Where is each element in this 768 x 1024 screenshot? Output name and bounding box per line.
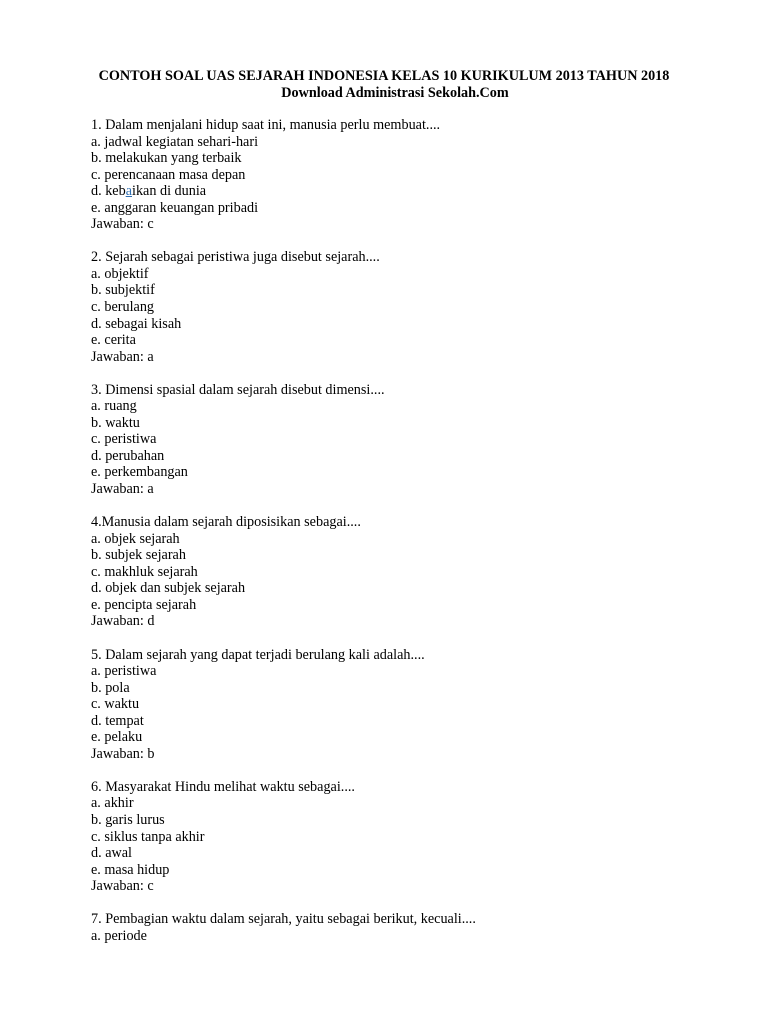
question-prompt: 1. Dalam menjalani hidup saat ini, manusia perlu membuat....	[91, 117, 441, 133]
option-b: b. subjektif	[91, 282, 155, 299]
option-d: d. awal	[91, 845, 132, 862]
option-a: a. jadwal kegiatan sehari-hari	[91, 133, 259, 150]
question-5	[91, 647, 731, 763]
answer-line: Jawaban: c	[91, 878, 154, 895]
option-e: e. pelaku	[91, 729, 143, 746]
question-4	[91, 514, 731, 630]
option-c: c. berulang	[91, 299, 155, 316]
option-c: c. makhluk sejarah	[91, 563, 198, 580]
option-a: a. akhir	[91, 795, 134, 812]
question-prompt: 6. Masyarakat Hindu melihat waktu sebagai....	[91, 778, 355, 795]
option-d: d. objek dan subjek sejarah	[91, 580, 246, 597]
option-a: a. objek sejarah	[91, 530, 180, 547]
option-b: b. waktu	[91, 414, 140, 431]
answer-line: Jawaban: d	[91, 613, 155, 630]
question-1	[91, 117, 731, 233]
option-c: c. perencanaan masa depan	[91, 166, 246, 183]
option-d: d. sebagai kisah	[91, 315, 182, 332]
question-6	[91, 779, 731, 895]
question-prompt: 2. Sejarah sebagai peristiwa juga disebut sejarah....	[91, 249, 380, 266]
option-a: a. peristiwa	[91, 663, 157, 680]
option-b: b. melakukan yang terbaik	[91, 150, 242, 167]
document-title: CONTOH SOAL UAS SEJARAH INDONESIA KELAS 10 KURIKULUM 2013 TAHUN 2018	[98, 68, 670, 84]
document-header	[0, 68, 768, 102]
question-prompt: 3. Dimensi spasial dalam sejarah disebut dimensi....	[91, 381, 385, 398]
option-a: a. ruang	[91, 398, 137, 415]
option-d	[91, 183, 731, 200]
question-prompt: 7. Pembagian waktu dalam sejarah, yaitu sebagai berikut, kecuali....	[91, 911, 476, 928]
option-a: a. periode	[91, 927, 147, 944]
option-d: d. tempat	[91, 712, 144, 729]
answer-line: Jawaban: a	[91, 348, 154, 365]
option-a: a. objektif	[91, 265, 149, 282]
document-subtitle: Download Administrasi Sekolah.Com	[281, 85, 509, 101]
option-c: c. waktu	[91, 696, 140, 713]
option-b: b. garis lurus	[91, 811, 165, 828]
question-7	[91, 911, 731, 944]
option-e: e. cerita	[91, 332, 136, 349]
option-b: b. pola	[91, 679, 130, 696]
option-d: d. perubahan	[91, 447, 165, 464]
question-list	[91, 117, 731, 944]
option-e: e. pencipta sejarah	[91, 596, 197, 613]
option-c: c. siklus tanpa akhir	[91, 828, 205, 845]
spellcheck-highlight: a	[125, 183, 132, 200]
option-e: e. perkembangan	[91, 464, 188, 481]
question-3	[91, 382, 731, 498]
answer-line: Jawaban: b	[91, 745, 155, 762]
option-c: c. peristiwa	[91, 431, 157, 448]
option-e: e. masa hidup	[91, 861, 170, 878]
question-prompt: 5. Dalam sejarah yang dapat terjadi berulang kali adalah....	[91, 646, 425, 663]
option-d-text-start: d. keb	[91, 183, 126, 200]
answer-line: Jawaban: c	[91, 216, 154, 233]
option-e: e. anggaran keuangan pribadi	[91, 199, 259, 216]
question-2	[91, 249, 731, 365]
question-prompt: 4.Manusia dalam sejarah diposisikan sebagai....	[91, 514, 361, 531]
answer-line: Jawaban: a	[91, 481, 154, 498]
option-d-text-end: ikan di dunia	[132, 183, 207, 200]
option-b: b. subjek sejarah	[91, 547, 186, 564]
